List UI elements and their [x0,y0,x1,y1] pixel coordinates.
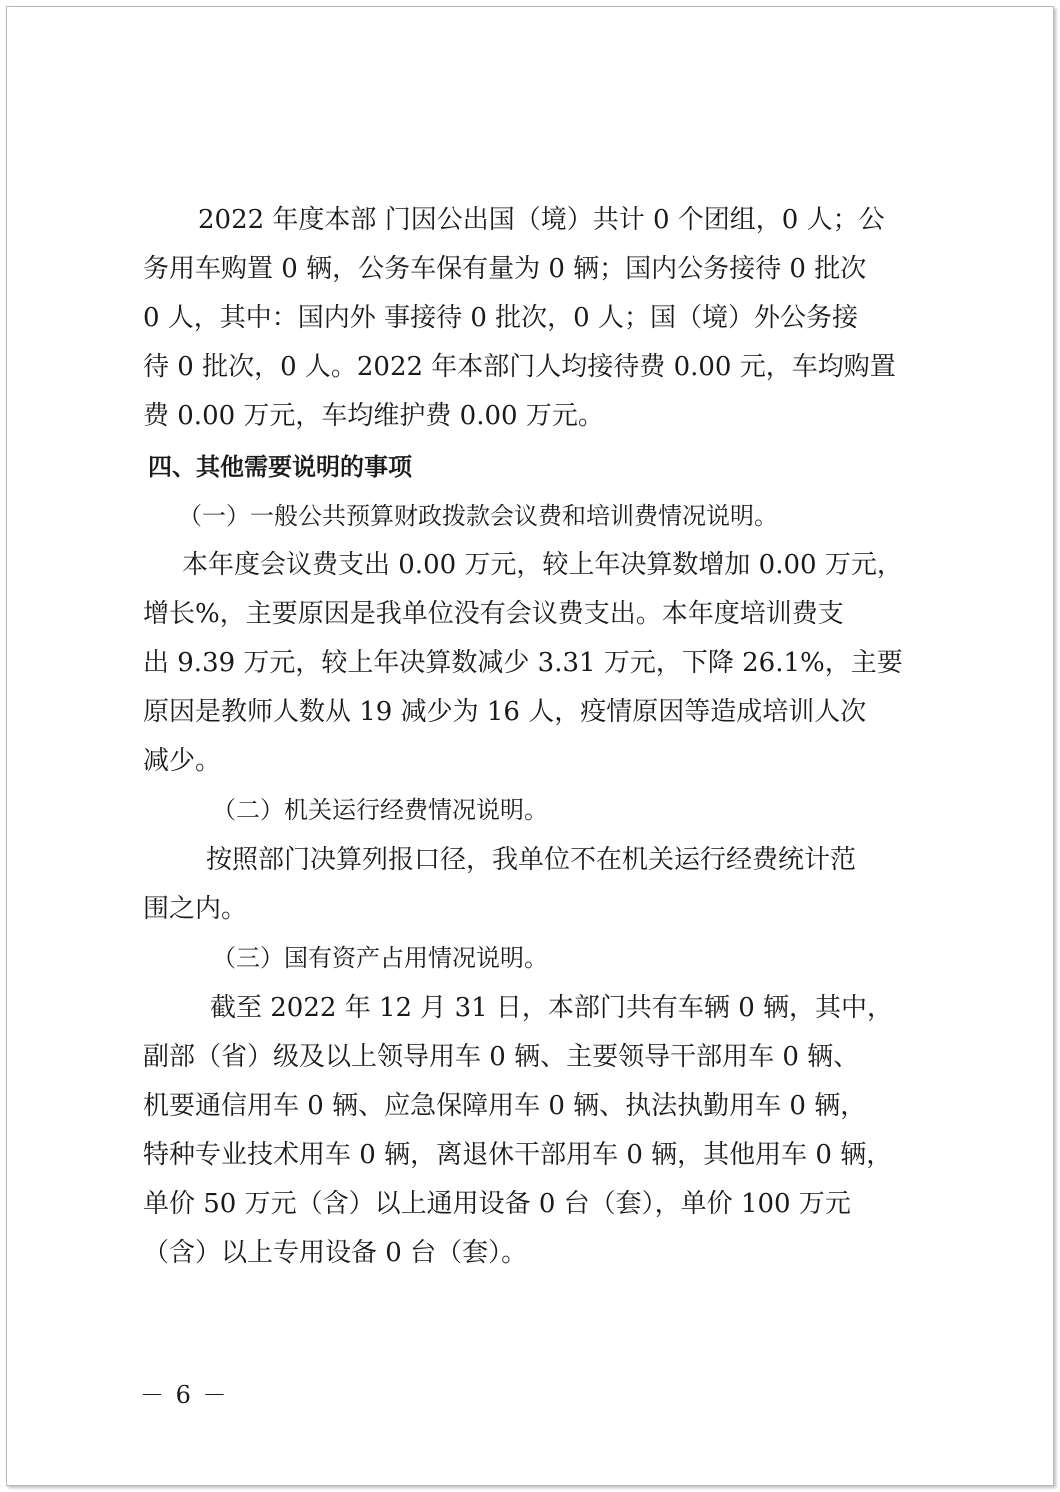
paragraph-line: 2022 年度本部 门因公出国（境）共计 0 个团组，0 人；公 [198,205,885,235]
paragraph-line: 特种专业技术用车 0 辆，离退休干部用车 0 辆，其他用车 0 辆， [143,1140,893,1170]
paragraph-line: 本年度会议费支出 0.00 万元，较上年决算数增加 0.00 万元， [182,550,903,580]
paragraph-line: 增长%，主要原因是我单位没有会议费支出。本年度培训费支 [143,599,844,629]
paragraph-line: 单价 50 万元（含）以上通用设备 0 台（套），单价 100 万元 [143,1189,851,1219]
paragraph-line: 按照部门决算列报口径，我单位不在机关运行经费统计范 [206,845,857,875]
paragraph-line: 副部（省）级及以上领导用车 0 辆、主要领导干部用车 0 辆、 [143,1042,860,1072]
subsection-heading: （三）国有资产占用情况说明。 [212,944,548,972]
paragraph-line: 围之内。 [143,894,248,924]
section-heading: 四、其他需要说明的事项 [148,453,412,481]
paragraph-line: 务用车购置 0 辆，公务车保有量为 0 辆；国内公务接待 0 批次 [143,254,867,284]
page-number: － 6 － [140,1381,229,1409]
paragraph-line: 机要通信用车 0 辆、应急保障用车 0 辆、执法执勤用车 0 辆， [143,1091,867,1121]
paragraph-line: 截至 2022 年 12 月 31 日，本部门共有车辆 0 辆，其中， [210,993,893,1023]
paragraph-line: 待 0 批次，0 人。2022 年本部门人均接待费 0.00 元，车均购置 [143,352,896,382]
paragraph-line: 出 9.39 万元，较上年决算数减少 3.31 万元，下降 26.1%，主要 [143,648,903,678]
paragraph-line: 减少。 [143,746,222,776]
paragraph-line: 费 0.00 万元，车均维护费 0.00 万元。 [143,401,604,431]
paragraph-line: 原因是教师人数从 19 减少为 16 人，疫情原因等造成培训人次 [143,697,867,727]
paragraph-line: 0 人，其中：国内外 事接待 0 批次，0 人；国（境）外公务接 [143,303,858,333]
paragraph-line: （含）以上专用设备 0 台（套）。 [143,1238,528,1268]
subsection-heading: （一）一般公共预算财政拨款会议费和培训费情况说明。 [178,502,778,530]
subsection-heading: （二）机关运行经费情况说明。 [212,796,548,824]
